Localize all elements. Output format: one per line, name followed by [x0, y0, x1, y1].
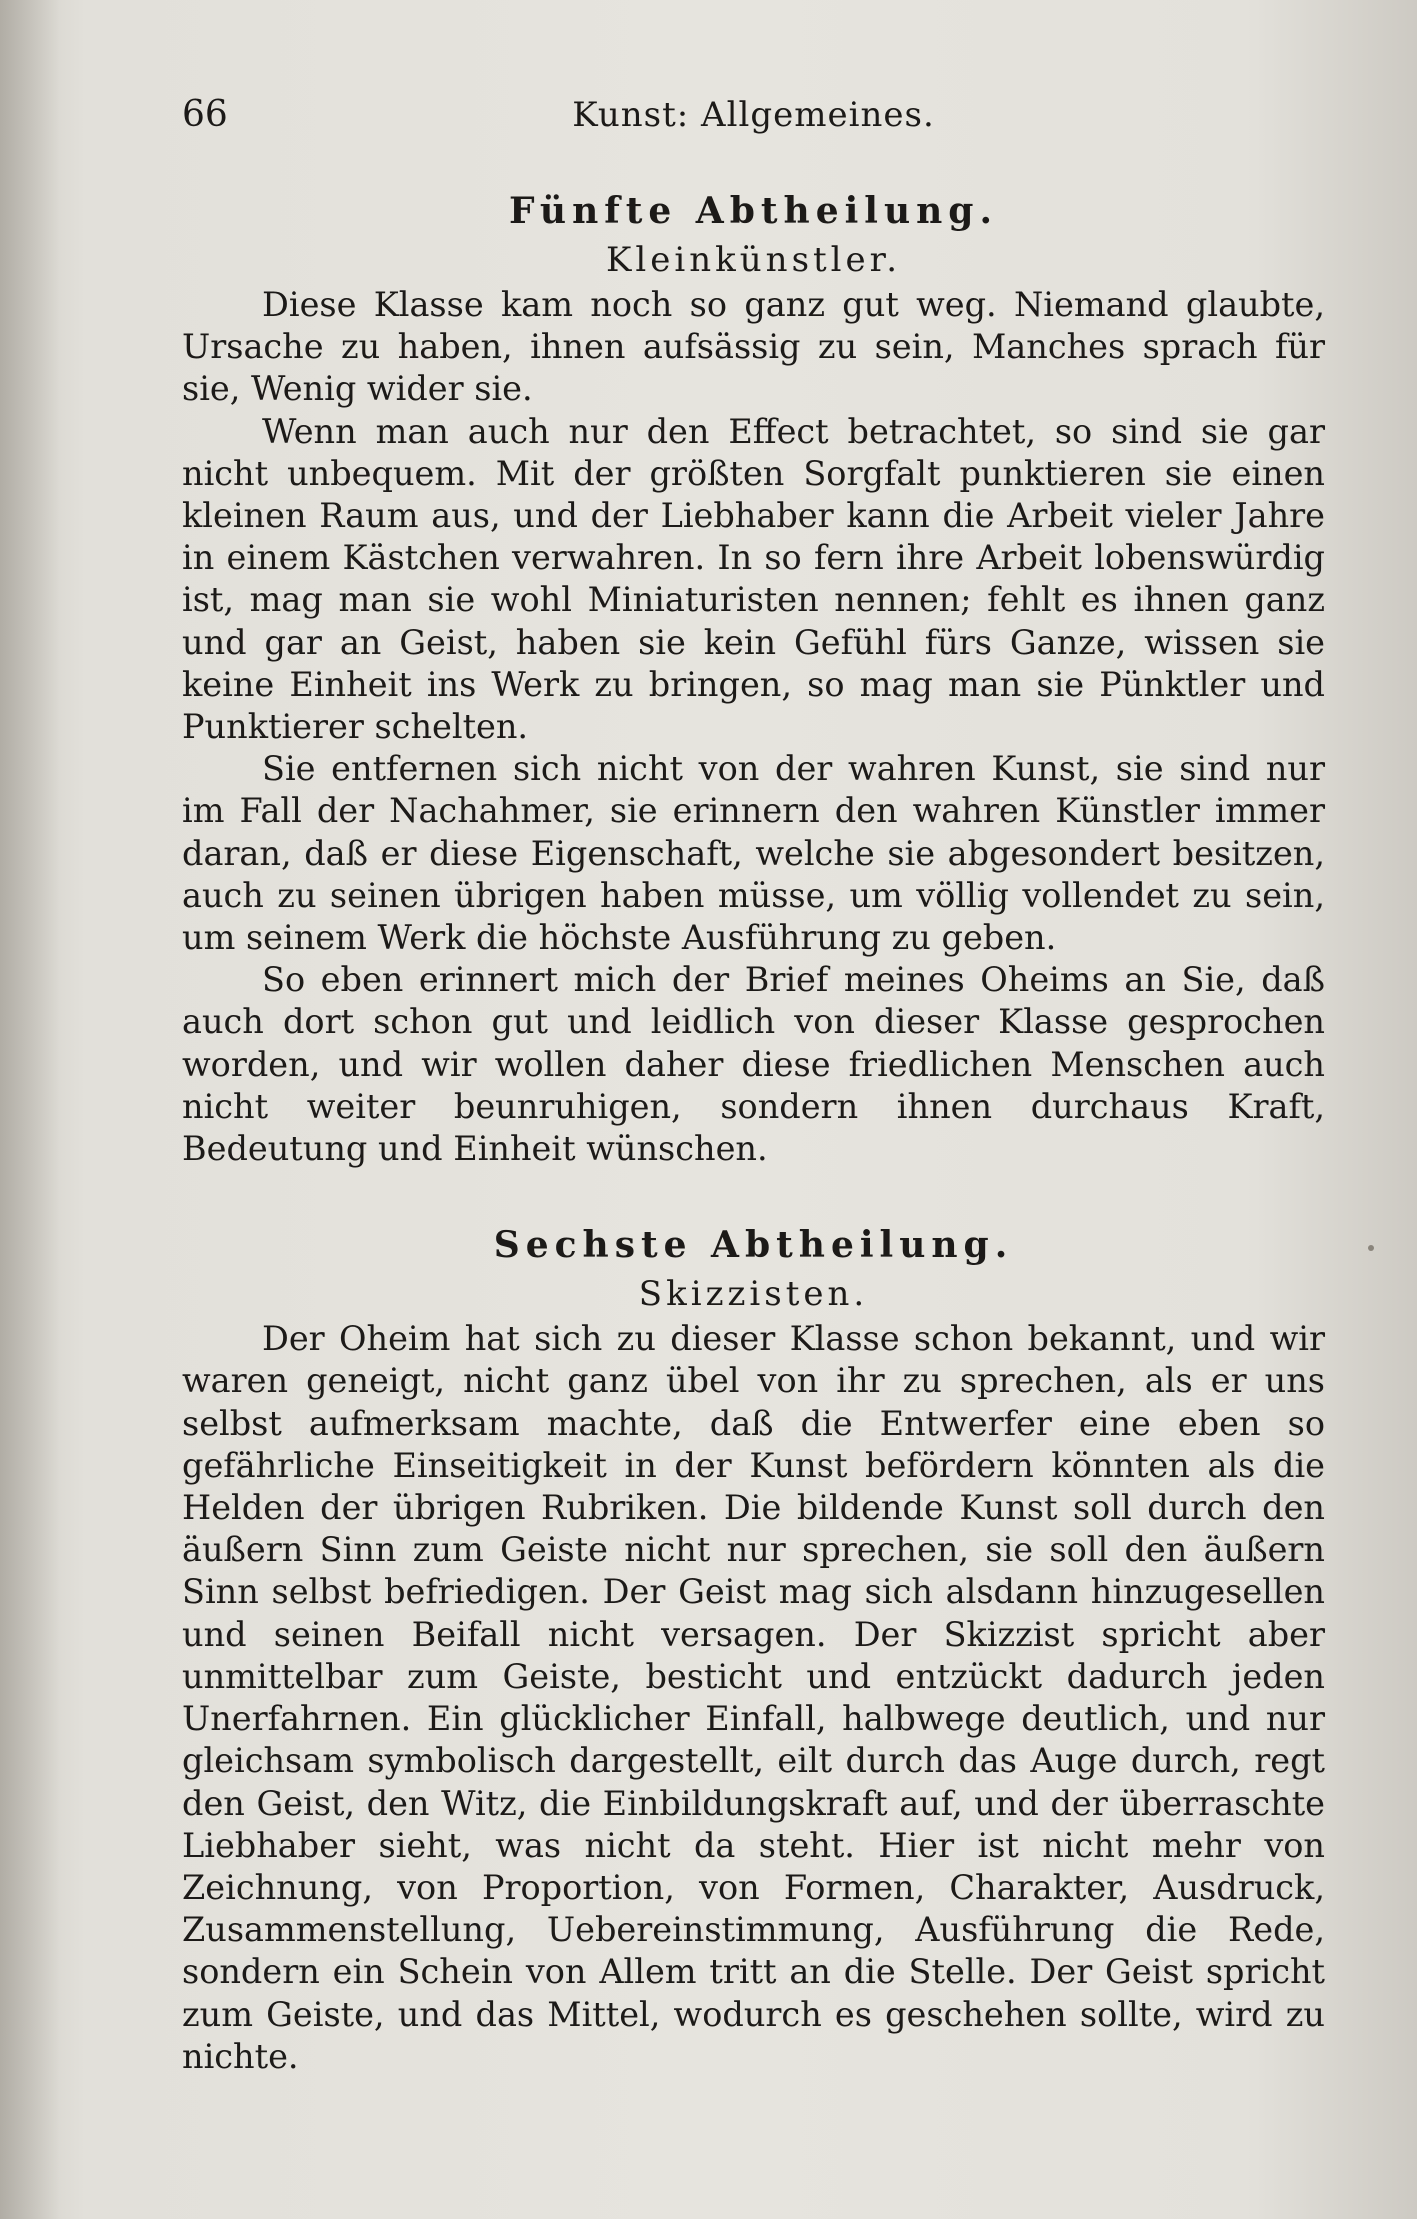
text-block [182, 80, 1325, 2078]
section-heading: Sechste Abtheilung. [493, 1224, 1014, 1267]
paragraph: Diese Klasse kam noch so ganz gut weg. Niemand glaubte, Ursache zu haben, ihnen aufsässig zu sein, Manches sprach für sie, Wenig wider sie. [182, 285, 1325, 409]
page-shadow [0, 0, 60, 2219]
page-number: 66 [182, 94, 228, 135]
section-subheading: Skizzisten. [638, 1274, 869, 1315]
section-kleinkuenstler [182, 188, 1325, 1170]
paragraph: Wenn man auch nur den Effect betrachtet, so sind sie gar nicht unbequem. Mit der größten Sorgfalt punktieren sie einen kleinen Raum aus, und der Liebhaber kann die Arbeit vieler Jahre in einem Kästchen verwahren. In so fern ihre Arbeit lobenswürdig ist, mag man sie wohl Miniaturisten nennen; fehlt es ihnen ganz und gar an Geist, haben sie kein Gefühl fürs Ganze, wissen sie keine Einheit ins Werk zu bringen, so mag man sie Pünktler und Punktierer schelten. [182, 411, 1325, 747]
running-title: Kunst: Allgemeines. [572, 95, 935, 135]
paper-speck [1368, 1245, 1374, 1251]
paragraph: Der Oheim hat sich zu dieser Klasse schon bekannt, und wir waren geneigt, nicht ganz übel von ihr zu sprechen, als er uns selbst aufmerksam machte, daß die Entwerfer eine eben so gefährliche Einseitigkeit in der Kunst befördern könnten als die Helden der übrigen Rubriken. Die bildende Kunst soll durch den äußern Sinn zum Geiste nicht nur sprechen, sie soll den äußern Sinn selbst befriedigen. Der Geist mag sich alsdann hinzugesellen und seinen Beifall nicht versagen. Der Skizzist spricht aber unmittelbar zum Geiste, besticht und entzückt dadurch jeden Unerfahrnen. Ein glücklicher Einfall, halbwege deutlich, und nur gleichsam symbolisch dargestellt, eilt durch das Auge durch, regt den Geist, den Witz, die Einbildungskraft auf, und der überraschte Liebhaber sieht, was nicht da steht. Hier ist nicht mehr von Zeichnung, von Proportion, von Formen, Charakter, Ausdruck, Zusammenstellung, Uebereinstimmung, Ausführung die Rede, sondern ein Schein von Allem tritt an die Stelle. Der Geist spricht zum Geiste, und das Mittel, wodurch es geschehen sollte, wird zu nichte. [182, 1319, 1325, 2076]
section-heading: Fünfte Abtheilung. [508, 190, 999, 232]
paragraph: So eben erinnert mich der Brief meines Oheims an Sie, daß auch dort schon gut und leidlich von dieser Klasse gesprochen worden, und wir wollen daher diese friedlichen Menschen auch nicht weiter beunruhigen, sondern ihnen durchaus Kraft, Bedeutung und Einheit wünschen. [182, 960, 1325, 1169]
section-subheading: Kleinkünstler. [606, 240, 901, 280]
section-skizzisten [182, 1222, 1325, 2078]
section-gap [182, 1170, 1325, 1184]
running-head [182, 80, 1325, 150]
paragraph: Sie entfernen sich nicht von der wahren Kunst, sie sind nur im Fall der Nachahmer, sie erinnern den wahren Künstler immer daran, daß er diese Eigenschaft, welche sie abgesondert besitzen, auch zu seinen übrigen haben müsse, um völlig vollendet zu sein, um seinem Werk die höchste Ausführung zu geben. [182, 749, 1325, 958]
